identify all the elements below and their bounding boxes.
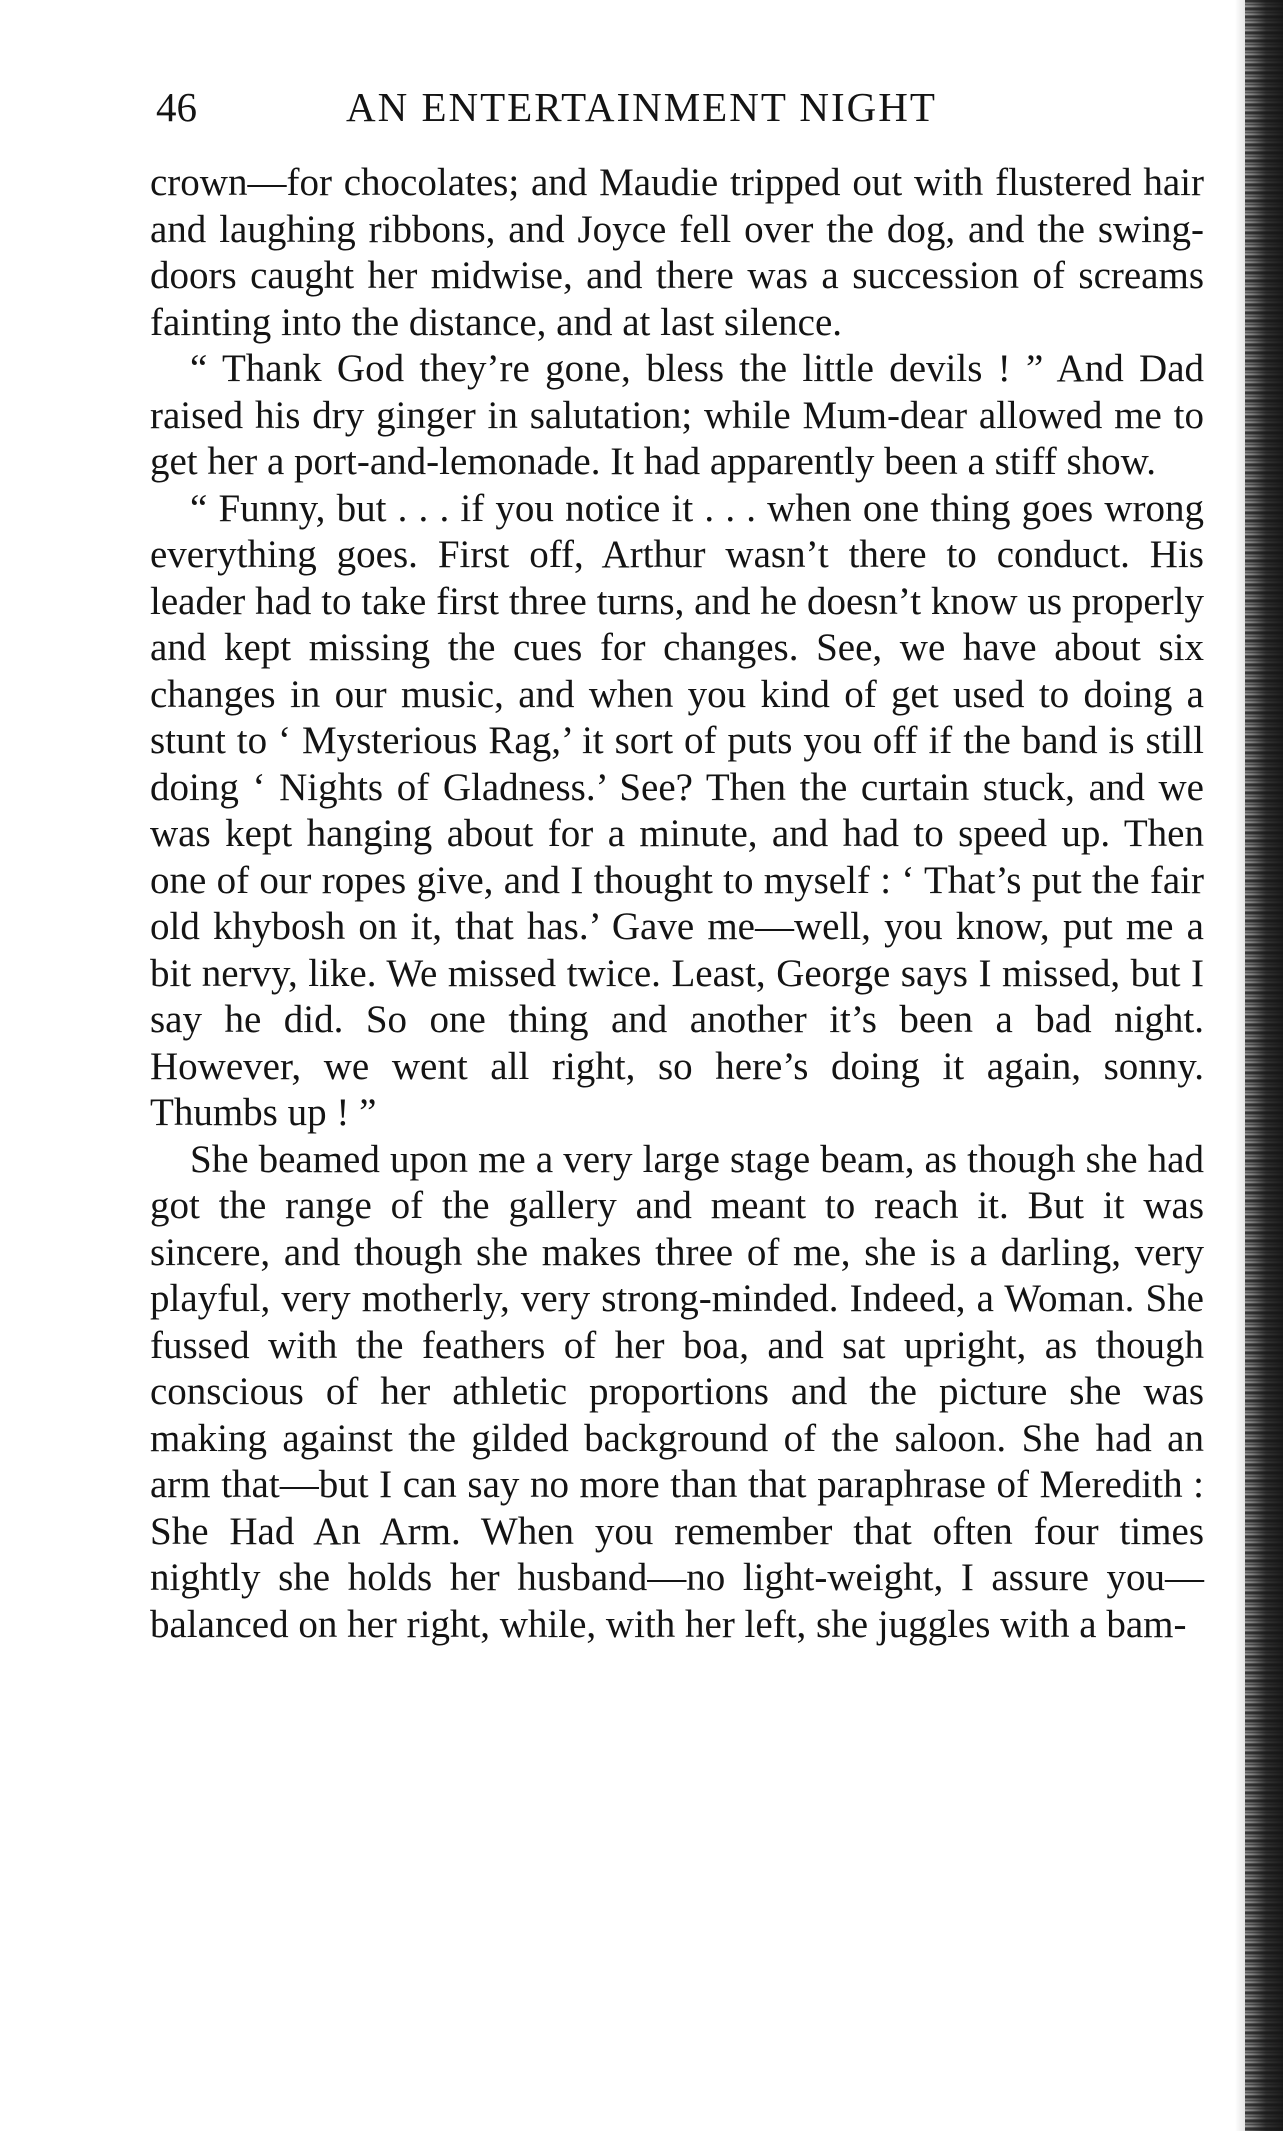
book-page	[150, 72, 1204, 1648]
paragraph-continuation: crown—for chocolates; and Maudie tripped out with flustered hair and laughing ribbons, and Joyce fell over the dog, and the swing-doors caught her midwise, and there was a succession of screams fainting into the distance, and at last silence.	[150, 161, 1204, 344]
book-page-edge	[1245, 0, 1283, 2131]
running-title: AN ENTERTAINMENT NIGHT	[346, 84, 937, 130]
paragraph-bad-night-speech: “ Funny, but . . . if you notice it . . . when one thing goes wrong everything goes. First off, Arthur wasn’t there to conduct. His leader had to take first three turns, and he doesn’t know us properly and kept missing the cues for changes. See, we have about six changes in our music, and when you kind of get used to doing a stunt to ‘ Mysterious Rag,’ it sort of puts you off if the band is still doing ‘ Nights of Gladness.’ See? Then the curtain stuck, and we was kept hanging about for a minute, and had to speed up. Then one of our ropes give, and I thought to myself : ‘ That’s put the fair old khybosh on it, that has.’ Gave me—well, you know, put me a bit nervy, like. We missed twice. Least, George says I missed, but I say he did. So one thing and another it’s been a bad night. However, we went all right, so here’s doing it again, sonny. Thumbs up ! ”	[150, 486, 1204, 1134]
page-edge-shadow	[1235, 0, 1245, 2131]
page-number: 46	[156, 84, 197, 130]
body-text	[150, 160, 1204, 1648]
paragraph-stage-beam: She beamed upon me a very large stage beam, as though she had got the range of the gallery and meant to reach it. But it was sincere, and though she makes three of me, she is a darling, very playful, very motherly, very strong-minded. Indeed, a Woman. She fussed with the feathers of her boa, and sat upright, as though conscious of her athletic proportions and the picture she was making against the gilded background of the saloon. She had an arm that—but I can say no more than that paraphrase of Meredith : She Had An Arm. When you remember that often four times nightly she holds her husband—no light-weight, I assure you—balanced on her right, while, with her left, she juggles with a bam-	[150, 1137, 1204, 1646]
page-header	[150, 72, 1204, 142]
paragraph-dad-toast: “ Thank God they’re gone, bless the little devils ! ” And Dad raised his dry ginger in salutation; while Mum-dear allowed me to get her a port-and-lemonade. It had apparently been a stiff show.	[150, 347, 1204, 483]
